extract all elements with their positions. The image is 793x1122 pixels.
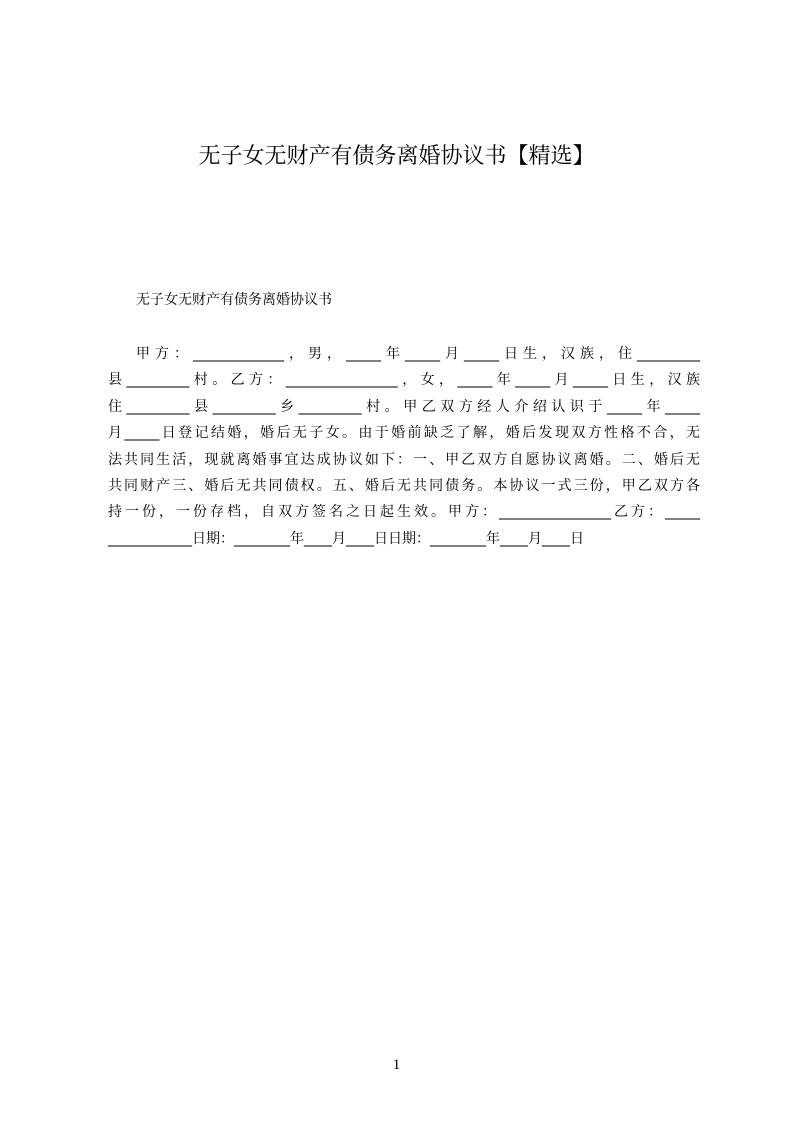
- body-line: 甲方：_____________，男，_____年_____月_____日生，汉族，住_________: [136, 346, 700, 362]
- body-line: 住_________县_________乡_________村。甲乙双方经人介绍认识于_____年_____: [108, 398, 700, 415]
- document-body: [108, 341, 700, 552]
- document-title: 无子女无财产有债务离婚协议书【精选】: [198, 144, 595, 169]
- body-line: 法共同生活，现就离婚事宜达成协议如下：一、甲乙双方自愿协议离婚。二、婚后无: [108, 451, 700, 468]
- document-subtitle: 无子女无财产有债务离婚协议书: [136, 292, 332, 308]
- body-line: 共同财产三、婚后无共同债权。五、婚后无共同债务。本协议一式三份，甲乙双方各: [108, 477, 700, 494]
- body-line: 持一份，一份存档，自双方签名之日起生效。甲方：________________乙方：_____: [108, 504, 700, 521]
- body-line: ____________日期：________年____月____日日期：________年____月____日: [108, 530, 584, 547]
- page-number: 1: [392, 1057, 401, 1073]
- body-line: 月_____日登记结婚，婚后无子女。由于婚前缺乏了解，婚后发现双方性格不合，无: [108, 425, 700, 442]
- body-line: 县_________村。乙方：________________，女，_____年_____月_____日生，汉族: [108, 372, 700, 389]
